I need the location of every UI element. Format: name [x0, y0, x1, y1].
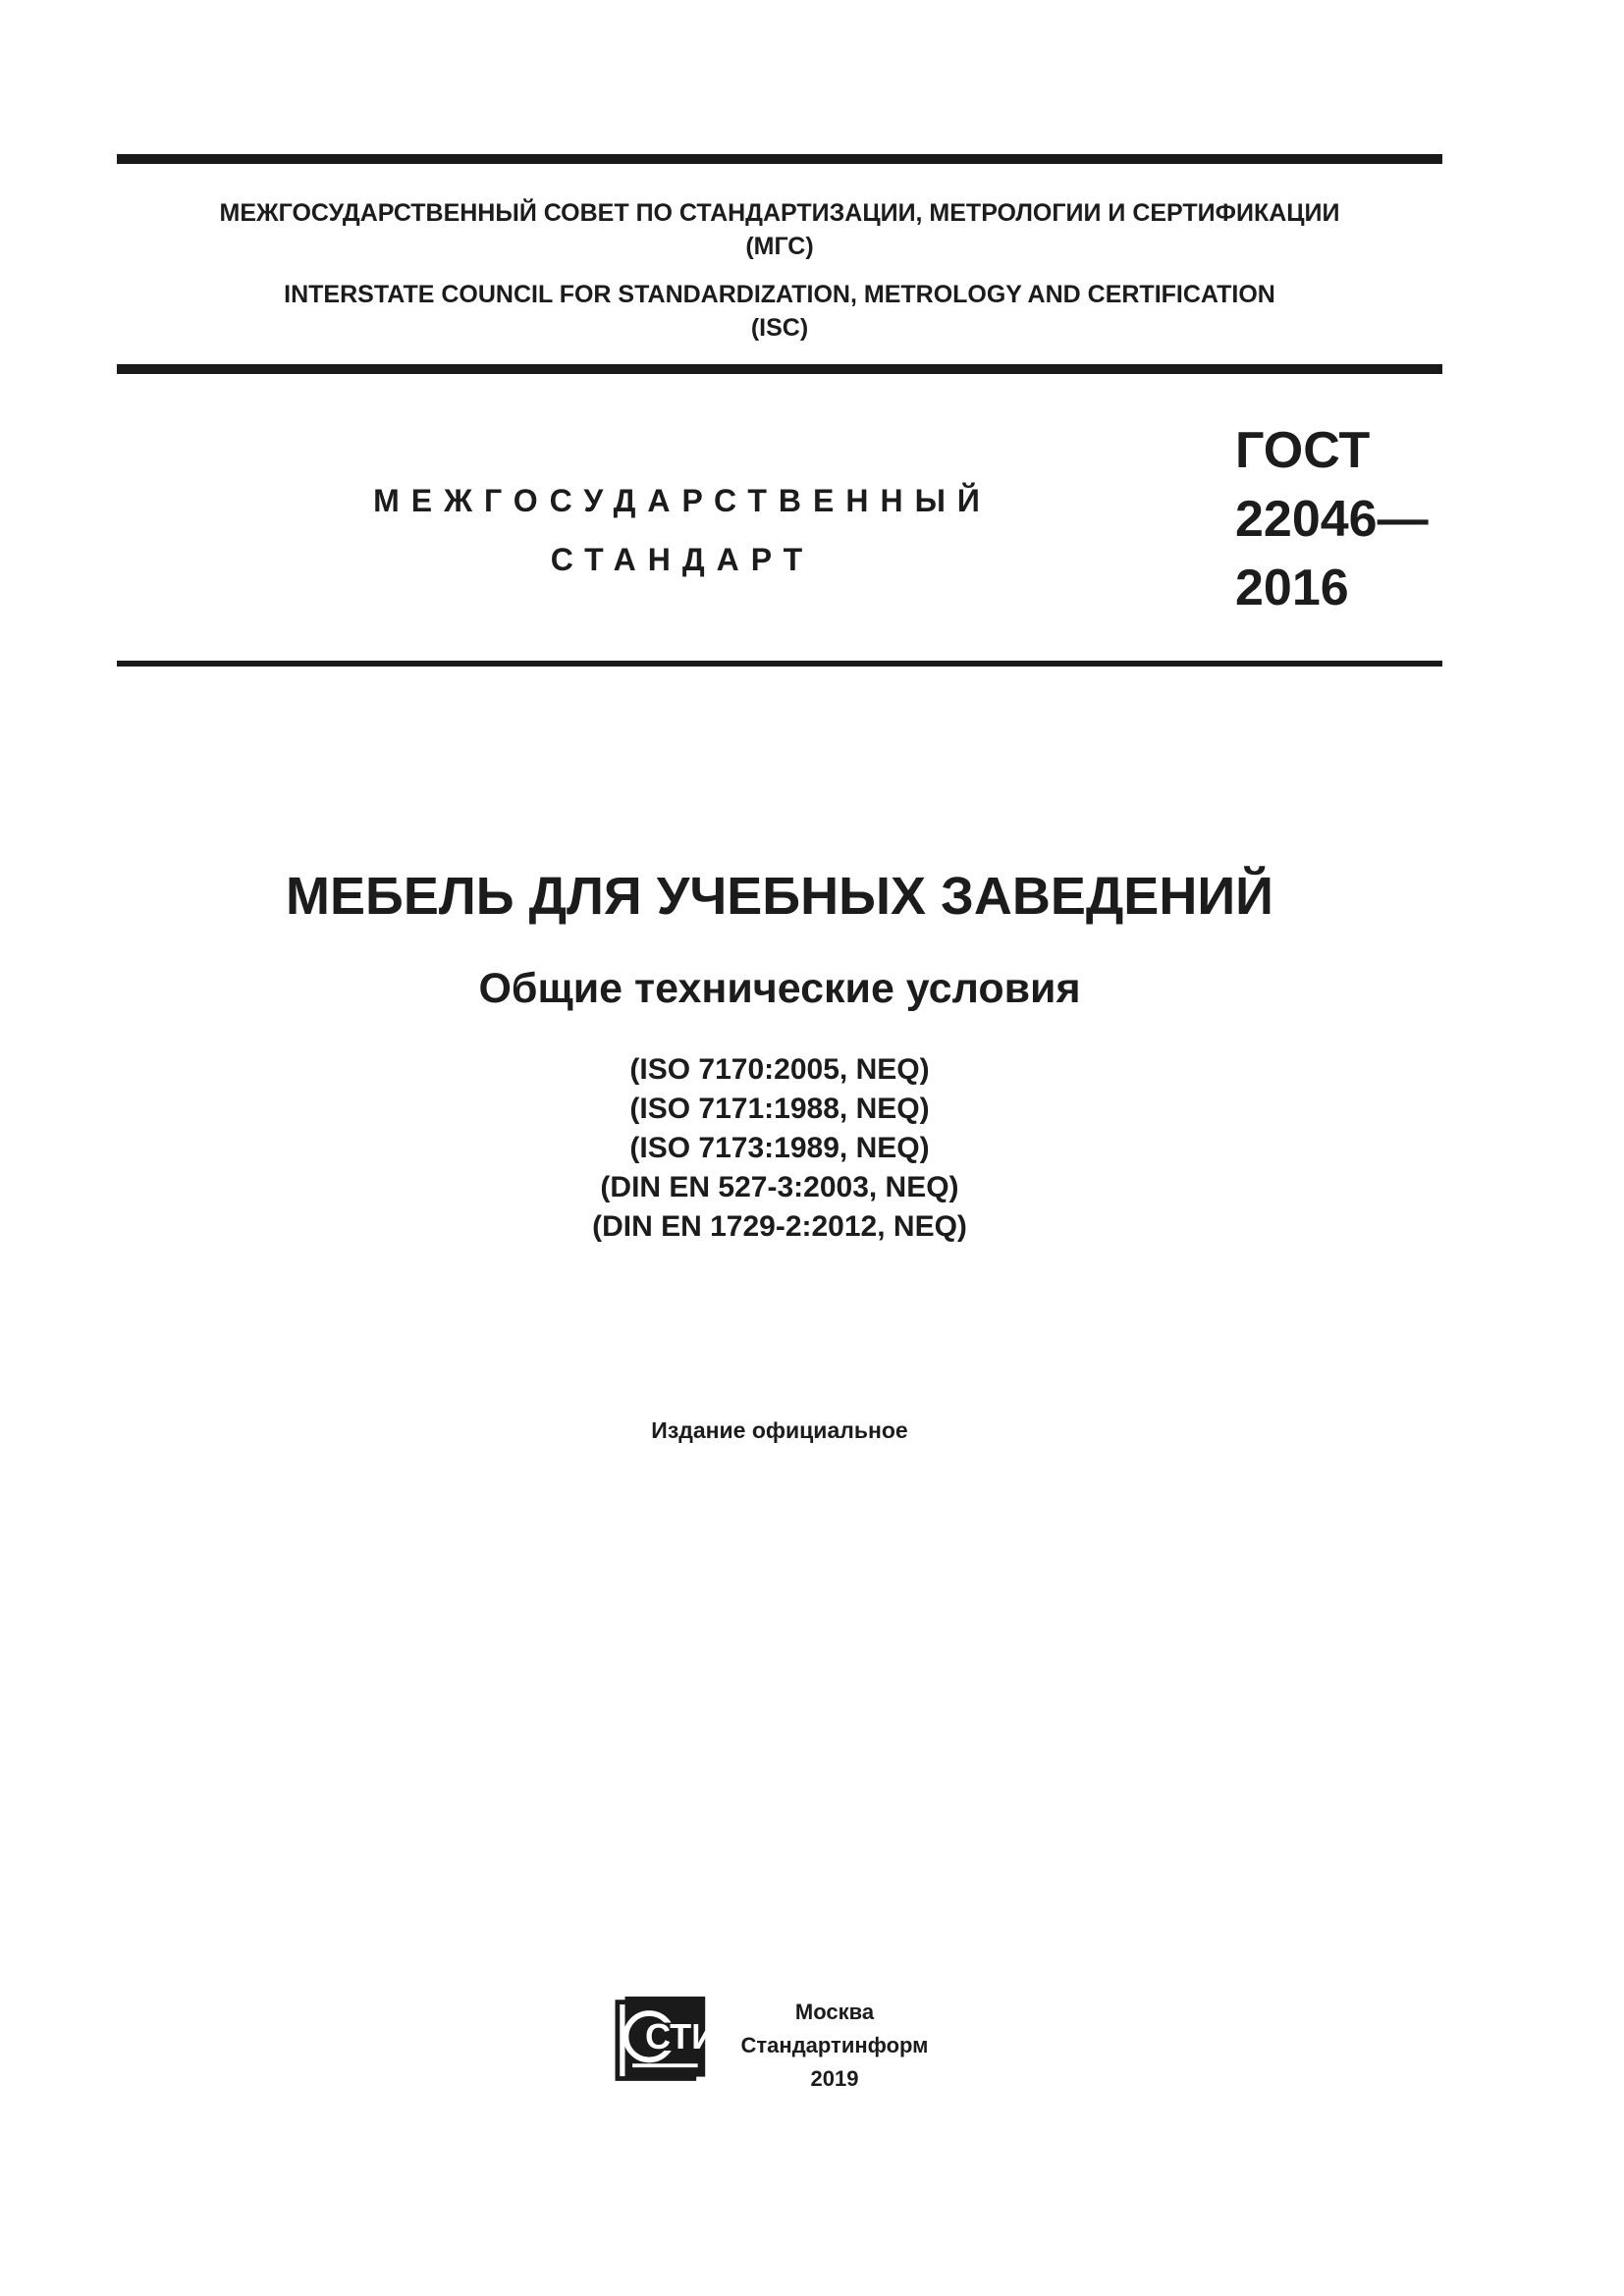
- standard-designation: [1235, 416, 1429, 622]
- reference-standards: [117, 1050, 1442, 1247]
- reference-item: (ISO 7171:1988, NEQ): [629, 1093, 930, 1125]
- designation-year: 2016: [1235, 560, 1349, 616]
- middle-rule: [117, 364, 1442, 374]
- reference-item: (ISO 7173:1989, NEQ): [629, 1132, 930, 1164]
- standard-type: [334, 471, 1031, 589]
- standard-type-line1: МЕЖГОСУДАРСТВЕННЫЙ: [373, 483, 992, 518]
- publisher-name: Стандартинформ: [740, 2033, 929, 2057]
- council-name-ru: [117, 196, 1442, 263]
- document-subtitle: Общие технические условия: [478, 965, 1081, 1012]
- edition-note: Издание официальное: [651, 1417, 908, 1443]
- standartinform-logo-icon: [616, 1995, 718, 2088]
- council-name-ru-line1: МЕЖГОСУДАРСТВЕННЫЙ СОВЕТ ПО СТАНДАРТИЗАЦИИ, МЕТРОЛОГИИ И СЕРТИФИКАЦИИ: [219, 199, 1340, 227]
- top-rule: [117, 154, 1442, 164]
- council-name-en: [117, 278, 1442, 345]
- designation-prefix: ГОСТ: [1235, 422, 1371, 479]
- publisher-info: [727, 1996, 943, 2096]
- document-title: МЕБЕЛЬ ДЛЯ УЧЕБНЫХ ЗАВЕДЕНИЙ: [286, 867, 1273, 926]
- logo-lettering: СТИ: [644, 2016, 718, 2057]
- designation-number: 22046—: [1235, 491, 1429, 548]
- reference-item: (ISO 7170:2005, NEQ): [629, 1053, 930, 1086]
- standard-type-line2: СТАНДАРТ: [550, 542, 815, 577]
- bottom-rule: [117, 661, 1442, 667]
- council-name-en-line1: INTERSTATE COUNCIL FOR STANDARDIZATION, METROLOGY AND CERTIFICATION: [284, 281, 1275, 308]
- reference-item: (DIN EN 1729-2:2012, NEQ): [592, 1210, 967, 1243]
- council-abbrev-en: (ISC): [750, 314, 809, 342]
- reference-item: (DIN EN 527-3:2003, NEQ): [600, 1171, 959, 1203]
- council-abbrev-ru: (МГС): [745, 233, 814, 260]
- publication-year: 2019: [810, 2066, 859, 2091]
- publisher-city: Москва: [794, 2000, 875, 2024]
